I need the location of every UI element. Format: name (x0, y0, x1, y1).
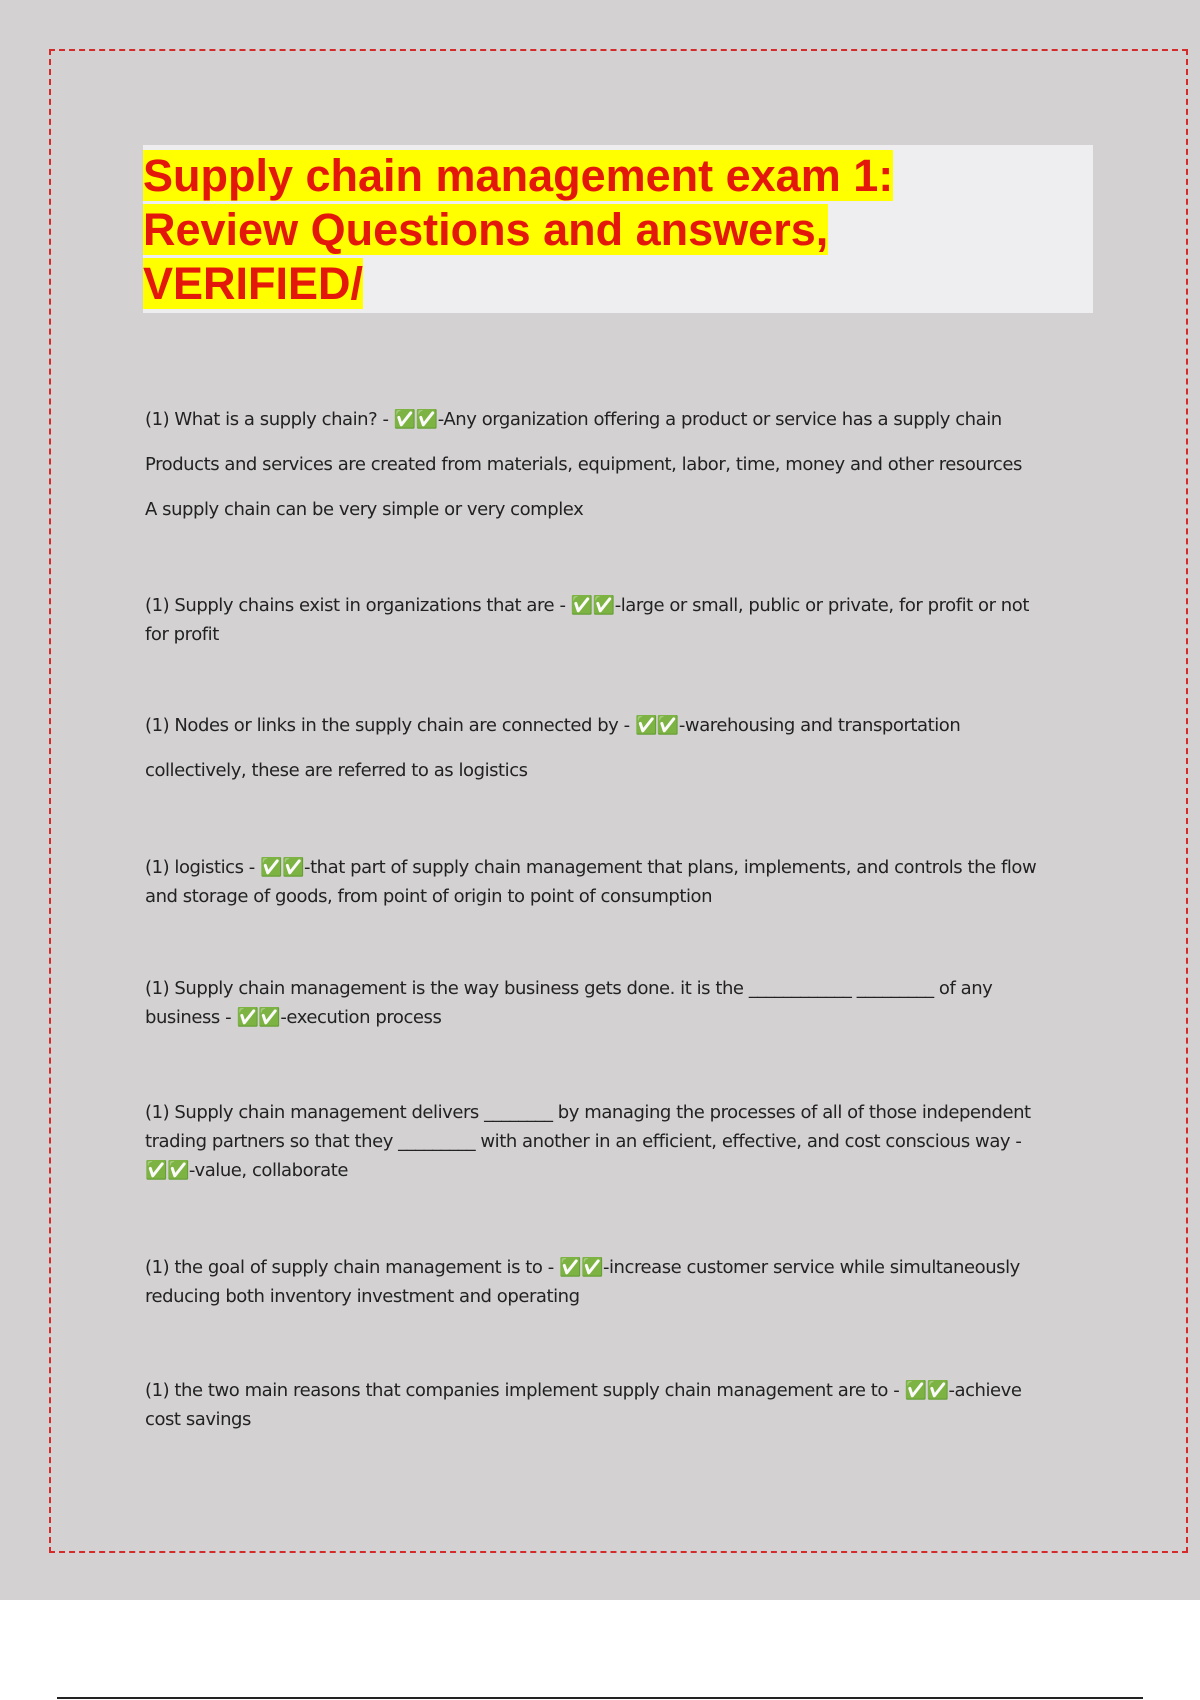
title-line-3: VERIFIED/ (143, 258, 364, 309)
qa-line: (1) the goal of supply chain management is to - ✅✅-increase customer service while simultaneously (145, 1257, 1020, 1278)
qa-item (145, 853, 1080, 911)
qa-line: ✅✅-value, collaborate (145, 1160, 348, 1181)
qa-line: (1) Supply chains exist in organizations that are - ✅✅-large or small, public or private, for profit or not (145, 595, 1029, 616)
qa-item (145, 591, 1080, 649)
qa-line: A supply chain can be very simple or very complex (145, 499, 584, 520)
qa-item (145, 1376, 1080, 1434)
footer-rule (57, 1697, 1143, 1699)
title-line-2: Review Questions and answers, (143, 204, 829, 255)
qa-item (145, 974, 1080, 1032)
qa-line: and storage of goods, from point of origin to point of consumption (145, 886, 713, 907)
qa-item (145, 1098, 1080, 1185)
qa-line: (1) What is a supply chain? - ✅✅-Any organization offering a product or service has a supply chain (145, 409, 1002, 430)
qa-line: (1) Nodes or links in the supply chain are connected by - ✅✅-warehousing and transportation (145, 715, 961, 736)
qa-line: (1) Supply chain management is the way business gets done. it is the ____________ _________ of any (145, 978, 993, 999)
qa-line: reducing both inventory investment and operating (145, 1286, 580, 1307)
qa-item (145, 711, 1080, 785)
qa-line: (1) the two main reasons that companies implement supply chain management are to - ✅✅-achieve (145, 1380, 1022, 1401)
document-title (143, 145, 1093, 311)
qa-line: Products and services are created from materials, equipment, labor, time, money and other resources (145, 454, 1022, 475)
qa-item (145, 405, 1080, 524)
qa-line: (1) logistics - ✅✅-that part of supply chain management that plans, implements, and controls the flow (145, 857, 1037, 878)
qa-line: collectively, these are referred to as logistics (145, 760, 528, 781)
title-line-1: Supply chain management exam 1: (143, 150, 894, 201)
qa-line: (1) Supply chain management delivers ________ by managing the processes of all of those independent (145, 1102, 1031, 1123)
qa-line: trading partners so that they _________ with another in an efficient, effective, and cost conscious way - (145, 1131, 1022, 1152)
qa-line: cost savings (145, 1409, 251, 1430)
qa-line: for profit (145, 624, 219, 645)
title-box (143, 145, 1093, 313)
qa-item (145, 1253, 1080, 1311)
qa-line: business - ✅✅-execution process (145, 1007, 442, 1028)
